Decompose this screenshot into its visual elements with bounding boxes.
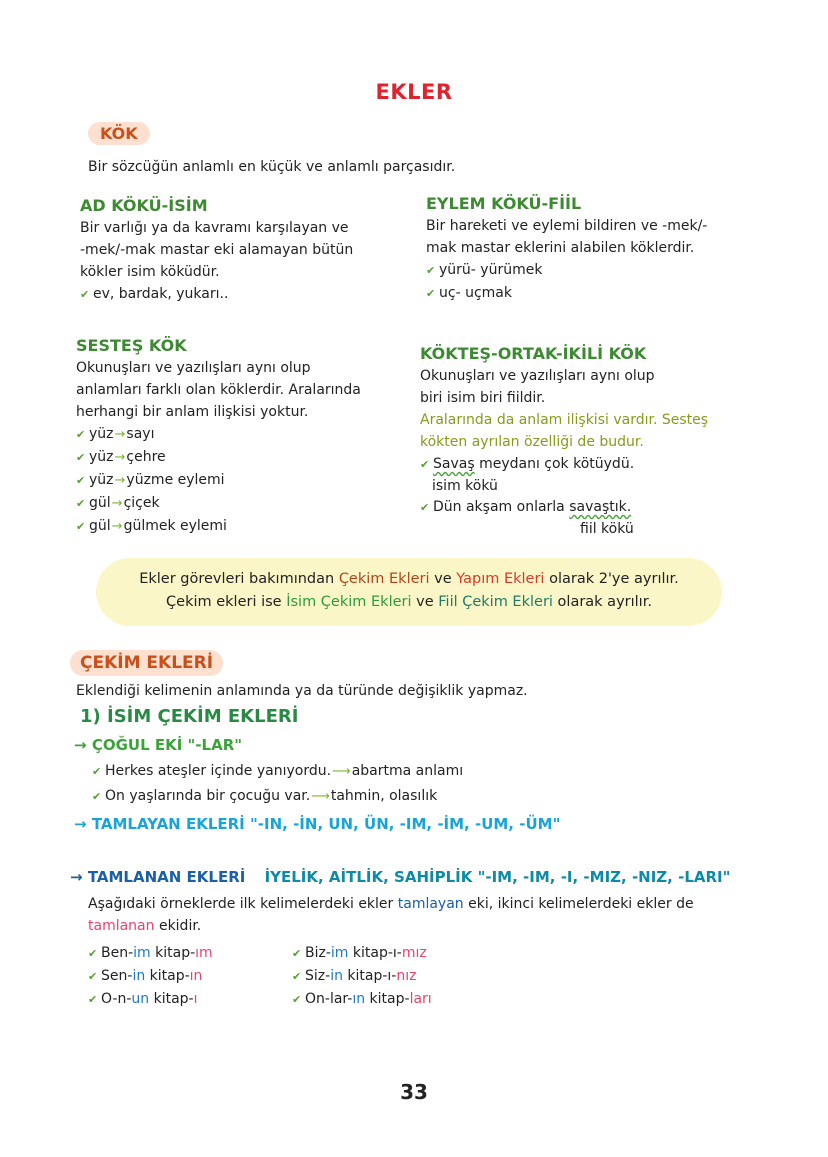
sestes-kok-line: Okunuşları ve yazılışları aynı olup [76,360,311,376]
sestes-example [76,515,406,538]
eylem-koku-example-text: uç- uçmak [439,285,512,301]
ex-part: kitap- [365,991,410,1007]
banner-text: Ekler görevleri bakımından [139,571,339,587]
koktes-kok-olive-line: kökten ayrılan özelliği de budur. [420,434,644,450]
koktes-example-start: Dün akşam onlarla [433,499,570,515]
ex-suffix-tamlanan: ın [189,968,203,984]
desc-highlight: tamlanan [88,918,155,934]
koktes-example [420,453,760,476]
tamlama-example [292,965,532,988]
check-icon: ✔ [76,520,86,533]
check-icon: ✔ [88,970,98,983]
kok-heading-label: KÖK [88,122,150,145]
koktes-kok-line: biri isim biri fiildir. [420,390,546,406]
ex-part: kitap- [149,991,194,1007]
cekim-ekleri-definition: Eklendiği kelimenin anlamında ya da türünde değişiklik yapmaz. [76,683,528,699]
koktes-example-rest: meydanı çok kötüydü. [474,456,635,472]
ex-part: Sen- [101,968,133,984]
ex-part: Siz- [305,968,331,984]
ex-part: O-n- [101,991,132,1007]
desc-text: ekidir. [154,918,202,934]
ex-part: kitap-ı- [348,945,402,961]
check-icon: ✔ [92,765,102,778]
banner-text: Çekim ekleri ise [166,594,287,610]
sestes-example-word: gül [89,518,111,534]
banner-text: ve [411,594,439,610]
sestes-example-word: yüz [89,426,114,442]
ex-suffix-tamlayan: in [132,968,146,984]
banner-line [96,568,722,591]
sestes-kok-line: anlamları farklı olan köklerdir. Aralarında [76,382,361,398]
sestes-example-meaning: çiçek [123,495,160,511]
check-icon: ✔ [292,970,302,983]
tamlayan-ekleri-text: TAMLAYAN EKLERİ "-IN, -İN, UN, ÜN, -IM, -İM, -UM, -ÜM" [91,815,561,833]
sestes-example [76,423,406,446]
ad-koku-line: -mek/-mak mastar eki alamayan bütün [80,242,354,258]
arrow-right-icon: ⟶ [311,789,330,804]
banner-highlight: Yapım Ekleri [456,571,545,587]
arrow-right-icon: → [74,815,87,833]
cogul-example-note: tahmin, olasılık [330,788,438,804]
tamlanan-description-line [88,893,788,915]
ex-part: kitap- [150,945,196,961]
tamlama-example [88,942,288,965]
eylem-koku-heading: EYLEM KÖKÜ-FİİL [426,194,582,213]
eylem-koku-example [426,259,756,282]
ex-part: kitap-ı- [342,968,397,984]
check-icon: ✔ [292,947,302,960]
ad-koku-heading: AD KÖKÜ-İSİM [80,196,208,215]
banner-text: ve [429,571,457,587]
koktes-kok-line: Okunuşları ve yazılışları aynı olup [420,368,655,384]
banner-highlight: Çekim Ekleri [338,571,430,587]
eylem-koku-example [426,282,756,305]
koktes-example-note: isim kökü [432,478,498,494]
koktes-kok-section [420,344,760,539]
koktes-example-word: savaştık. [569,499,632,515]
sestes-example [76,492,406,515]
sestes-example-word: yüz [89,449,114,465]
check-icon: ✔ [88,993,98,1006]
ex-suffix-tamlanan: ı [193,991,198,1007]
arrow-right-icon: → [111,496,123,511]
check-icon: ✔ [80,288,90,301]
ex-part: kitap- [145,968,190,984]
check-icon: ✔ [76,451,86,464]
check-icon: ✔ [420,458,430,471]
isim-cekim-ekleri-heading: 1) İSİM ÇEKİM EKLERİ [80,706,299,727]
arrow-right-icon: → [114,427,126,442]
cogul-example-note: abartma anlamı [351,763,464,779]
banner-line [96,591,722,614]
tamlanan-description [88,893,788,937]
page-title: EKLER [375,80,453,104]
eylem-koku-section [426,194,756,305]
sestes-example-word: gül [89,495,111,511]
desc-text: eki, ikinci kelimelerdeki ekler de [463,896,694,912]
cogul-examples [92,760,592,808]
arrow-right-icon: → [114,473,126,488]
arrow-right-icon: → [114,450,126,465]
cekim-ekleri-heading-label: ÇEKİM EKLERİ [70,650,223,676]
banner-highlight: İsim Çekim Ekleri [286,594,412,610]
sestes-example-meaning: sayı [126,426,155,442]
koktes-example-note: fiil kökü [580,521,634,537]
sestes-example-meaning: yüzme eylemi [126,472,225,488]
page-number: 33 [400,1080,428,1104]
tamlama-example [88,988,288,1011]
check-icon: ✔ [76,428,86,441]
ex-suffix-tamlayan: im [330,945,349,961]
ad-koku-section [80,196,410,306]
ad-koku-example-text: ev, bardak, yukarı.. [93,286,229,302]
tamlama-example [292,942,532,965]
iyelik-text: İYELİK, AİTLİK, SAHİPLİK "-IM, -IM, -I, -MIZ, -NIZ, -LARI" [264,868,731,886]
cogul-example-text: Herkes ateşler içinde yanıyordu. [105,763,332,779]
banner-text: olarak ayrılır. [552,594,652,610]
sestes-kok-heading: SESTEŞ KÖK [76,336,187,355]
tamlama-example [292,988,532,1011]
check-icon: ✔ [76,474,86,487]
check-icon: ✔ [420,501,430,514]
sestes-kok-line: herhangi bir anlam ilişkisi yoktur. [76,404,309,420]
cekim-ekleri-heading [70,650,223,676]
tamlama-examples-right [292,942,532,1011]
ad-koku-line: kökler isim köküdür. [80,264,220,280]
sestes-kok-section [76,336,406,538]
check-icon: ✔ [76,497,86,510]
tamlama-examples-left [88,942,288,1011]
koktes-example [420,496,760,519]
cogul-example [92,785,592,808]
ex-suffix-tamlayan: un [131,991,150,1007]
cogul-eki-heading [74,736,242,754]
sestes-example-word: yüz [89,472,114,488]
sestes-example-meaning: çehre [126,449,166,465]
arrow-right-icon: → [70,868,83,886]
check-icon: ✔ [292,993,302,1006]
ex-suffix-tamlanan: nız [396,968,417,984]
ex-suffix-tamlanan: mız [401,945,427,961]
ex-part: Biz- [305,945,331,961]
check-icon: ✔ [88,947,98,960]
sestes-example [76,469,406,492]
ex-suffix-tamlanan: ım [195,945,213,961]
koktes-example-word: Savaş [433,456,475,472]
check-icon: ✔ [426,264,436,277]
tamlama-example [88,965,288,988]
ex-part: On-lar- [305,991,353,1007]
koktes-kok-heading: KÖKTEŞ-ORTAK-İKİLİ KÖK [420,344,647,363]
cogul-eki-heading-text: ÇOĞUL EKİ "-LAR" [91,736,243,754]
arrow-right-icon: ⟶ [332,764,351,779]
desc-text: Aşağıdaki örneklerde ilk kelimelerdeki ekler [88,896,398,912]
sestes-example [76,446,406,469]
cogul-example-text: On yaşlarında bir çocuğu var. [105,788,311,804]
tamlanan-ekleri-heading [70,868,730,886]
ex-part: Ben- [101,945,134,961]
eylem-koku-line: mak mastar eklerini alabilen köklerdir. [426,240,695,256]
banner-highlight: Fiil Çekim Ekleri [438,594,553,610]
ex-suffix-tamlayan: ın [352,991,366,1007]
ad-koku-line: Bir varlığı ya da kavramı karşılayan ve [80,220,349,236]
ex-suffix-tamlanan: ları [409,991,432,1007]
ex-suffix-tamlayan: im [133,945,151,961]
eylem-koku-line: Bir hareketi ve eylemi bildiren ve -mek/- [426,218,708,234]
info-banner [96,558,722,626]
tamlayan-ekleri-heading [74,815,560,833]
arrow-right-icon: → [74,736,87,754]
ex-suffix-tamlayan: in [330,968,343,984]
tamlanan-ekleri-text: TAMLANAN EKLERİ [87,868,246,886]
koktes-kok-olive-line: Aralarında da anlam ilişkisi vardır. Sesteş [420,412,709,428]
check-icon: ✔ [92,790,102,803]
check-icon: ✔ [426,287,436,300]
banner-text: olarak 2'ye ayrılır. [544,571,679,587]
ad-koku-example [80,283,410,306]
desc-highlight: tamlayan [397,896,464,912]
kok-heading [88,122,150,145]
cogul-example [92,760,592,783]
tamlanan-description-line [88,915,788,937]
arrow-right-icon: → [111,519,123,534]
kok-definition: Bir sözcüğün anlamlı en küçük ve anlamlı parçasıdır. [88,159,456,175]
sestes-example-meaning: gülmek eylemi [123,518,227,534]
eylem-koku-example-text: yürü- yürümek [439,262,543,278]
